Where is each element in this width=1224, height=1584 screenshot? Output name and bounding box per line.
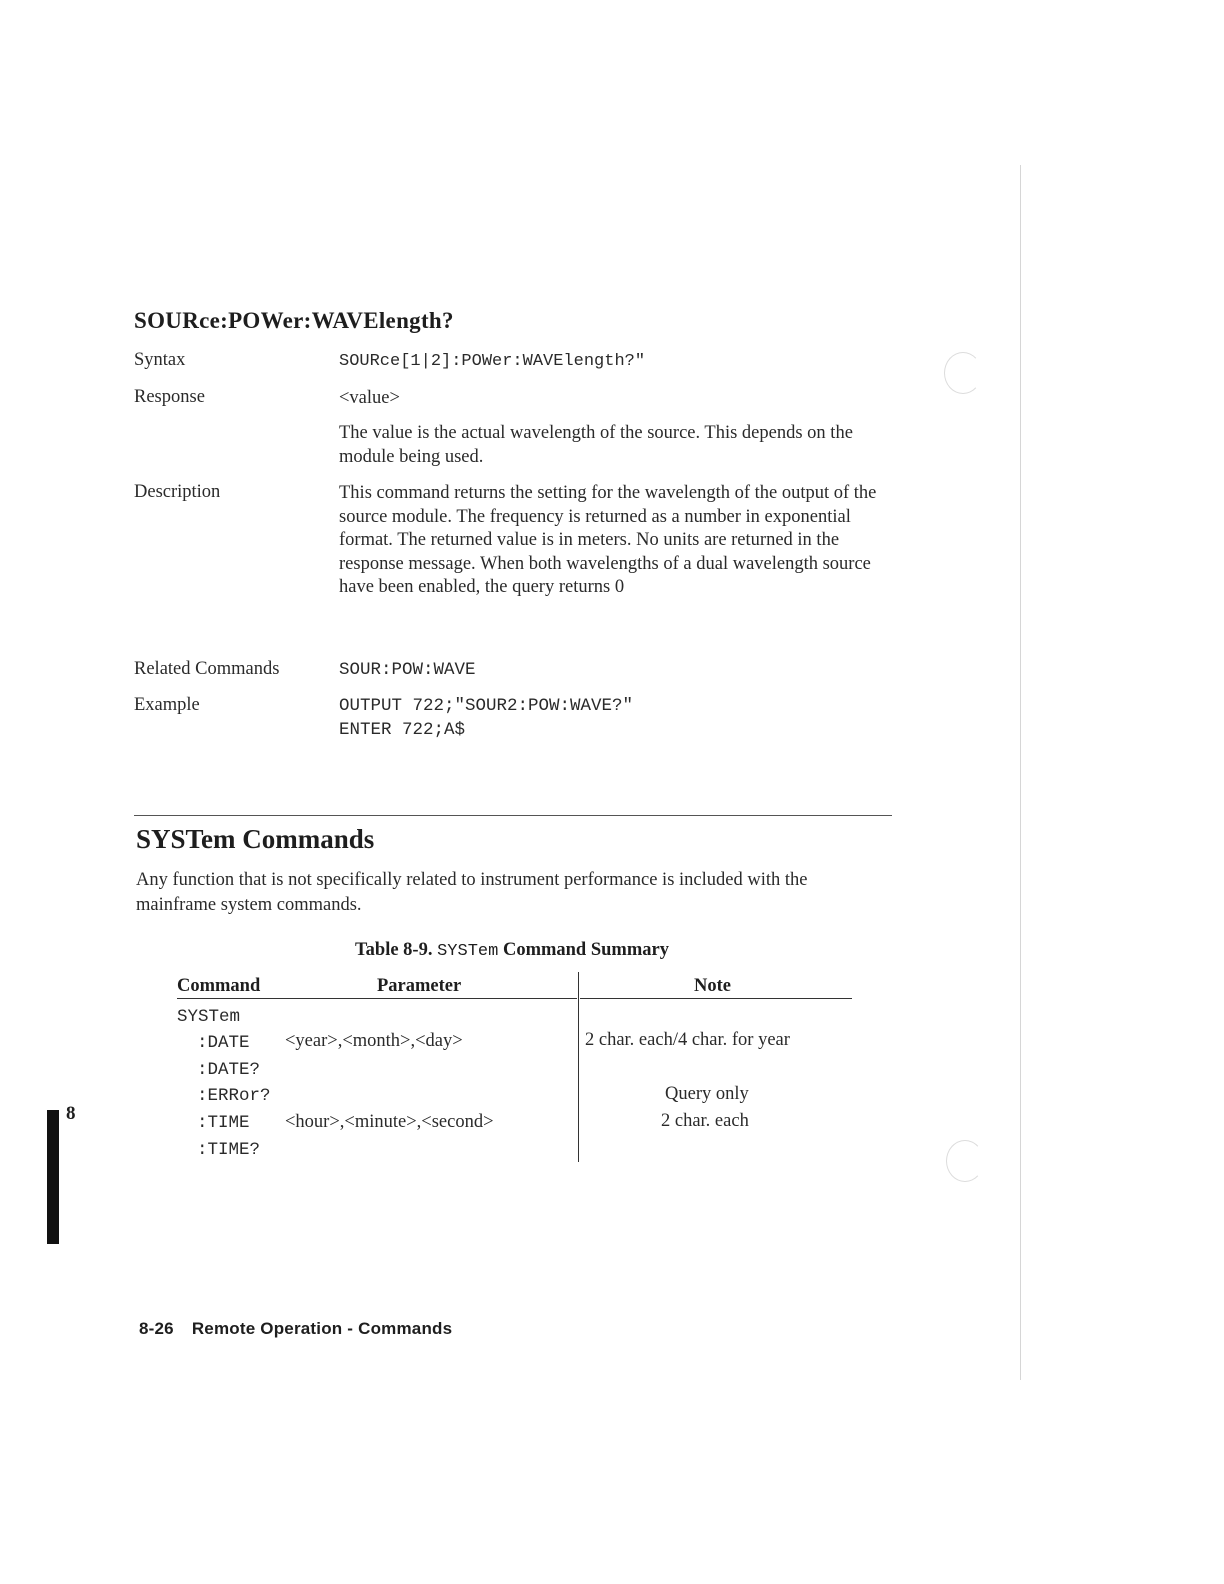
syntax-value: SOURce[1|2]:POWer:WAVElength?" <box>339 352 646 371</box>
table-caption <box>0 940 1024 961</box>
chapter-number: 8 <box>66 1103 76 1124</box>
table-row-command: :DATE <box>197 1033 250 1053</box>
footer-title: Remote Operation - Commands <box>191 1319 453 1338</box>
table-header-rule-left <box>177 998 577 999</box>
section-paragraph: Any function that is not specifically related to instrument performance is included with the mainframe system commands. <box>136 870 808 915</box>
table-row-parameter: <hour>,<minute>,<second> <box>285 1112 494 1132</box>
response-detail: The value is the actual wavelength of the source. This depends on the module being used. <box>339 423 853 467</box>
table-header-parameter: Parameter <box>377 976 462 996</box>
table-row-note: 2 char. each/4 char. for year <box>585 1030 790 1050</box>
related-commands-label: Related Commands <box>134 659 280 679</box>
description-label: Description <box>134 482 221 502</box>
table-row-parameter: <year>,<month>,<day> <box>285 1031 463 1051</box>
table-caption-prefix: Table 8-9. <box>355 940 433 960</box>
example-label: Example <box>134 695 200 715</box>
example-line-2: ENTER 722;A$ <box>339 720 466 740</box>
command-heading: SOURce:POWer:WAVElength? <box>134 308 454 333</box>
table-row-note: 2 char. each <box>661 1111 749 1131</box>
response-label: Response <box>134 387 205 407</box>
table-row-command: :TIME? <box>197 1140 261 1160</box>
table-row-command: :TIME <box>197 1113 250 1133</box>
table-header-rule-right <box>580 998 852 999</box>
chapter-thumb-bar <box>47 1110 59 1244</box>
table-header-note: Note <box>694 976 731 996</box>
related-commands-value: SOUR:POW:WAVE <box>339 660 476 680</box>
page-number: 8-26 <box>139 1319 174 1338</box>
description-value: This command returns the setting for the wavelength of the output of the source module. The frequency is returned as a number in exponential format. The returned value is in meters. No units are returned in the response message. When both wavelengths of a dual wavelength source have been enabled, the query returns 0 <box>339 483 877 597</box>
table-row-command: SYSTem <box>177 1007 241 1027</box>
table-column-divider <box>578 972 579 1162</box>
example-line-1: OUTPUT 722;"SOUR2:POW:WAVE?" <box>339 696 634 716</box>
binder-hole <box>946 1140 984 1182</box>
binder-hole <box>944 352 982 394</box>
page-footer <box>139 1319 452 1339</box>
table-header-command: Command <box>177 976 261 996</box>
table-caption-suffix: Command Summary <box>502 940 669 960</box>
syntax-label: Syntax <box>134 350 186 370</box>
table-row-note: Query only <box>665 1084 749 1104</box>
table-row-command: :ERRor? <box>197 1086 271 1106</box>
section-heading: SYSTem Commands <box>136 824 375 854</box>
page-edge-line <box>1020 165 1021 1380</box>
response-value: <value> <box>339 388 400 408</box>
table-caption-mono: SYSTem <box>437 942 499 961</box>
section-divider <box>134 815 892 816</box>
table-row-command: :DATE? <box>197 1060 261 1080</box>
